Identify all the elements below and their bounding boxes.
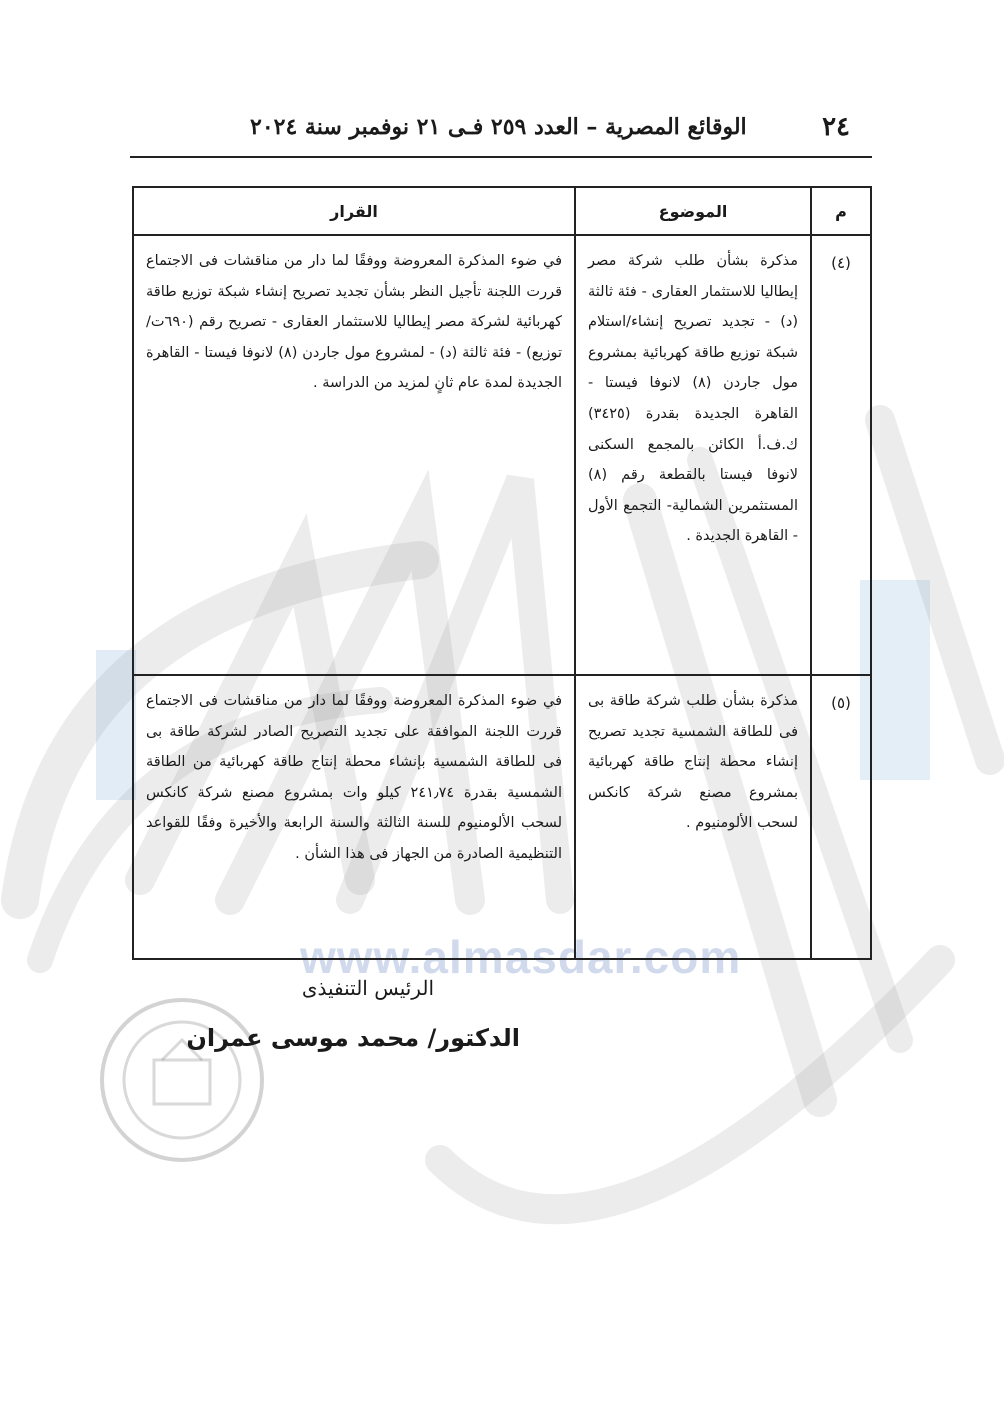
column-header-decision: القرار	[133, 187, 575, 235]
table-header-row	[133, 187, 871, 235]
row-number: (٥)	[811, 675, 871, 959]
column-header-subject: الموضوع	[575, 187, 811, 235]
decisions-table	[132, 186, 872, 960]
table-row	[133, 675, 871, 959]
row-decision: في ضوء المذكرة المعروضة ووفقًا لما دار من مناقشات فى الاجتماع قررت اللجنة تأجيل النظر بشأن تجديد تصريح إنشاء شبكة توزيع طاقة كهربائية لشركة مصر إيطاليا للاستثمار العقارى - تصريح رقم (٦٩٠ت/توزيع) - فئة ثالثة (د) - لمشروع مول جاردن (٨) لانوفا فيستا - القاهرة الجديدة لمدة عام ثانٍ لمزيد من الدراسة .	[133, 235, 575, 675]
gazette-header-title: الوقائع المصرية – العدد ٢٥٩ فـى ٢١ نوفمبر سنة ٢٠٢٤	[250, 114, 747, 140]
signatory-name: الدكتور/ محمد موسى عمران	[186, 1024, 520, 1052]
row-decision: في ضوء المذكرة المعروضة ووفقًا لما دار من مناقشات فى الاجتماع قررت اللجنة الموافقة على تجديد التصريح الصادر لشركة طاقة بى فى للطاقة الشمسية بإنشاء محطة إنتاج طاقة كهربائية من الطاقة الشمسية بقدرة ٢٤١٫٧٤ كيلو وات بمشروع مصنع شركة كانكس لسحب الألومنيوم للسنة الثالثة والسنة الرابعة والأخيرة وفقًا للقواعد التنظيمية الصادرة من الجهاز فى هذا الشأن .	[133, 675, 575, 959]
column-header-number: م	[811, 187, 871, 235]
row-subject: مذكرة بشأن طلب شركة طاقة بى فى للطاقة الشمسية تجديد تصريح إنشاء محطة إنتاج طاقة كهربائية بمشروع مصنع شركة كانكس لسحب الألومنيوم .	[575, 675, 811, 959]
table-row	[133, 235, 871, 675]
signature-block	[140, 976, 520, 1052]
watermark-url: www.almasdar.com	[300, 931, 742, 983]
row-subject: مذكرة بشأن طلب شركة مصر إيطاليا للاستثمار العقارى - فئة ثالثة (د) - تجديد تصريح إنشاء/استلام شبكة توزيع طاقة كهربائية بمشروع مول جاردن (٨) لانوفا فيستا - القاهرة الجديدة بقدرة (٣٤٢٥) ك.ف.أ الكائن بالمجمع السكنى لانوفا فيستا بالقطعة رقم (٨) المستثمرين الشمالية- التجمع الأول - القاهرة الجديدة .	[575, 235, 811, 675]
page-header	[130, 108, 872, 158]
page-number: ٢٤	[822, 112, 850, 142]
row-number: (٤)	[811, 235, 871, 675]
signatory-title: الرئيس التنفيذى	[301, 976, 434, 1000]
